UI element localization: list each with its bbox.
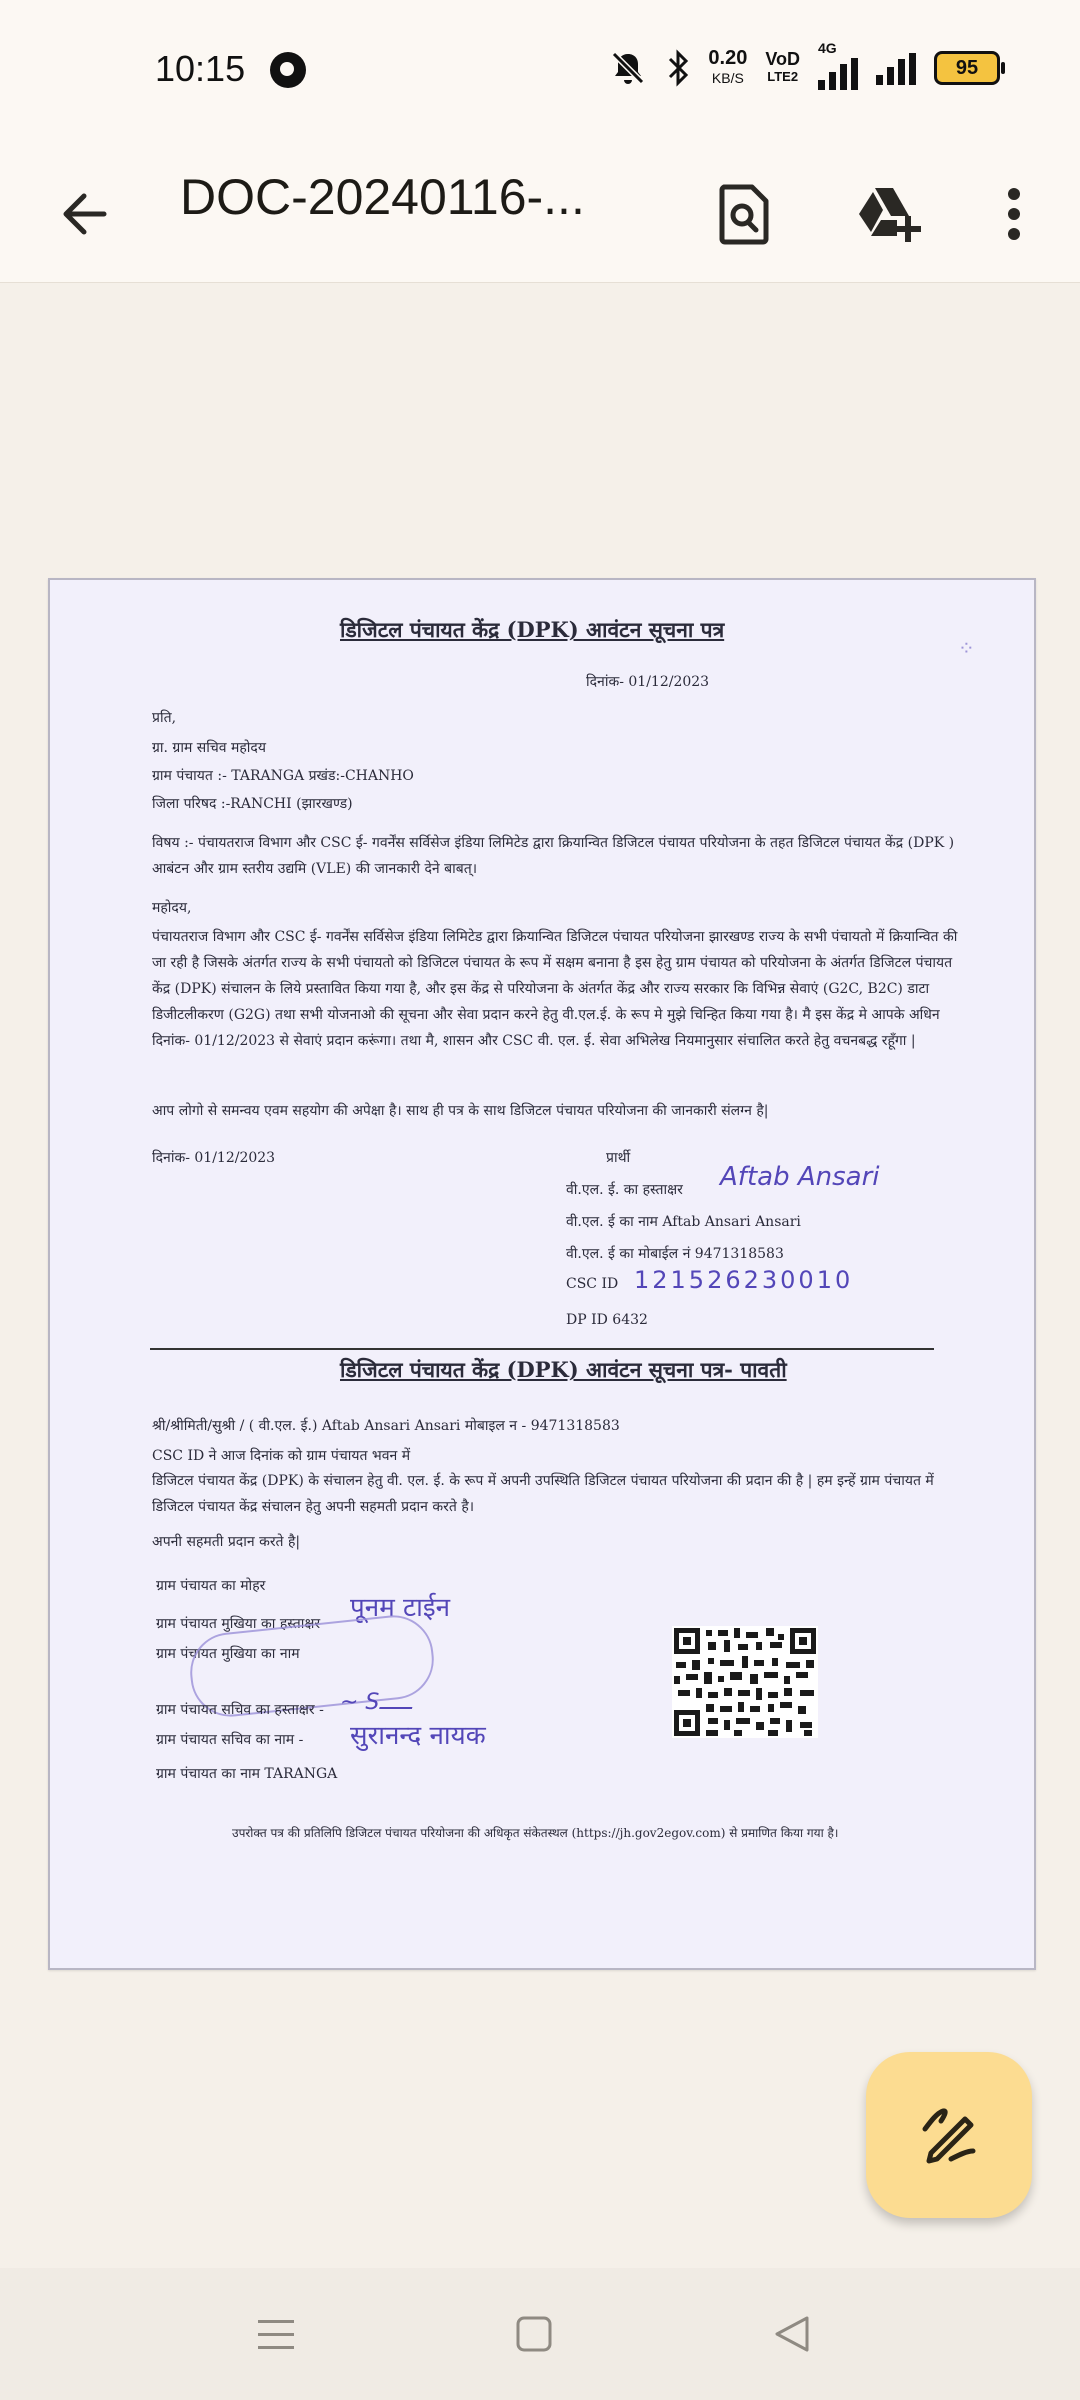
clock: 10:15: [155, 48, 246, 89]
secretary-sign-label: ग्राम पंचायत सचिव का हस्ताक्षर -: [156, 1702, 324, 1718]
qr-code: [672, 1626, 818, 1738]
vle-name: वी.एल. ई का नाम Aftab Ansari Ansari: [566, 1214, 801, 1230]
recents-button[interactable]: [236, 2294, 316, 2374]
document-content: [50, 580, 1034, 1968]
doc-request: आप लोगो से समन्वय एवम सहयोग की अपेक्षा है। साथ ही पत्र के साथ डिजिटल पंचायत परियोजना की जानकारी संलग्न है|: [152, 1103, 769, 1119]
back-icon: [773, 2314, 811, 2354]
more-vert-icon: [1004, 186, 1024, 242]
volte-indicator: [765, 50, 800, 86]
doc-body: पंचायतराज विभाग और CSC ई- गवर्नेंस सर्विसेज इंडिया लिमिटेड द्वारा क्रियान्वित डिजिटल पंचायत परियोजना झारखण्ड राज्य के सभी पंचायतो में क्रियान्वित की जा रही है जिसके अंतर्गत राज्य के सभी पंचायतो को डिजिटल पंचायत के रूप में सक्षम बनाना है इस हेतु ग्राम पंचायत को परियोजना के अंतर्गत डिजिटल पंचायत केंद्र (DPK) संचालन के लिये प्रस्तावित किया गया है, और इस केंद्र से परियोजना के अंतर्गत केंद्र और राज्य सरकार कि विभिन्न सेवाएं (G2C, B2C) डाटा डिजीटलीकरण (G2G) तथा सभी योजनाओ की सूचना और सेवा प्रदान करने हेतु वी.एल.ई. के रूप मे मुझे चिन्हित किया गया है। मै इस केंद्र मे आपके अधिन दिनांक- 01/12/2023 से सेवाएं प्रदान करूंगा। तथा मै, शासन और CSC वी. एल. ई. सेवा अभिलेख नियमानुसार संचालित करते हेतु वचनबद्ध रहूँगा |: [152, 929, 958, 1049]
menu-icon: [256, 2316, 296, 2352]
volte-bottom: LTE2: [767, 69, 799, 84]
speed-value: 0.20: [708, 47, 748, 69]
doc-heading-2: डिजिटल पंचायत केंद्र (DPK) आवंटन सूचना पत्र- पावती: [340, 1357, 787, 1382]
ack-line2: CSC ID ने आज दिनांक को ग्राम पंचायत भवन में: [152, 1448, 411, 1464]
ack-line1: श्री/श्रीमिती/सुश्री / ( वी.एल. ई.) Aftab Ansari Ansari मोबाइल न - 9471318583: [152, 1418, 620, 1434]
doc-to: प्रति,: [152, 710, 177, 726]
ack-line4: अपनी सहमती प्रदान करते है|: [152, 1534, 301, 1550]
secretary-signature: सुरानन्द नायक: [350, 1721, 486, 1751]
bluetooth-icon: [666, 49, 690, 87]
panchayat-seal-label: ग्राम पंचायत का मोहर: [156, 1578, 266, 1594]
system-nav-bar: [0, 2268, 1080, 2400]
doc-heading: डिजिटल पंचायत केंद्र (DPK) आवंटन सूचना पत्र: [340, 617, 725, 642]
mukhiya-name-label: ग्राम पंचायत मुखिया का नाम: [156, 1646, 300, 1662]
arrow-back-icon: [58, 188, 110, 240]
home-button[interactable]: [494, 2294, 574, 2374]
doc-footer: उपरोक्त पत्र की प्रतिलिपि डिजिटल पंचायत परियोजना की अधिकृत संकेतस्थल (https://jh.gov2egov.com) से प्रमाणित किया गया है।: [232, 1826, 839, 1840]
csc-id-label: CSC ID: [566, 1276, 619, 1292]
doc-applicant: प्रार्थी: [606, 1150, 631, 1166]
drive-add-icon: [853, 184, 923, 244]
status-bar: [0, 0, 1080, 140]
search-document-icon: [716, 183, 772, 245]
battery-indicator: [934, 51, 1000, 85]
vle-mobile: वी.एल. ई का मोबाईल नं 9471318583: [566, 1246, 784, 1262]
ack-line3: डिजिटल पंचायत केंद्र (DPK) के संचालन हेतु वी. एल. ई. के रूप में अपनी उपस्थिति डिजिटल पंचायत परियोजना की प्रदान की है | हम इन्हें ग्राम पंचायत में डिजिटल पंचायत केंद्र संचालन हेतु अपनी सहमती प्रदान करते है।: [152, 1473, 934, 1515]
network-speed: [708, 48, 747, 88]
vle-signature: Aftab Ansari: [720, 1162, 880, 1192]
doc-subject: विषय :- पंचायतराज विभाग और CSC ई- गवर्नेंस सर्विसेज इंडिया लिमिटेड द्वारा क्रियान्वित डिजिटल पंचायत परियोजना के तहत डिजिटल पंचायत केंद्र (DPK ) आबंटन और ग्राम स्तरीय उद्यमि (VLE) की जानकारी देने बाबत्।: [152, 835, 955, 877]
mute-icon: [608, 48, 648, 88]
doc-to-line3: जिला परिषद :-RANCHI (झारखण्ड): [152, 796, 353, 812]
document-title: DOC-20240116-...: [180, 169, 585, 225]
signal-4g: [818, 40, 858, 90]
doc-to-line2: ग्राम पंचायत :- TARANGA प्रखंड:-CHANHO: [152, 768, 414, 784]
panchayat-name: ग्राम पंचायत का नाम TARANGA: [156, 1766, 338, 1782]
dp-id: DP ID 6432: [566, 1312, 648, 1328]
nav-back-button[interactable]: [752, 2294, 832, 2374]
doc-date-top: दिनांक- 01/12/2023: [586, 674, 710, 690]
edit-pen-icon: [917, 2103, 981, 2167]
home-icon: [515, 2315, 553, 2353]
secretary-signature-mark: ~ Sـــــ: [340, 1690, 412, 1715]
edit-fab-button[interactable]: [866, 2052, 1032, 2218]
mukhiya-signature: पूनम टाईन: [350, 1593, 451, 1623]
battery-level: 95: [955, 56, 979, 79]
network-type: 4G: [818, 40, 837, 56]
csc-id-value: 121526230010: [634, 1266, 854, 1294]
vle-sign-label: वी.एल. ई. का हस्ताक्षर: [566, 1182, 683, 1198]
add-to-drive-button[interactable]: [846, 172, 930, 256]
whatsapp-icon: [270, 52, 306, 88]
secretary-name-label: ग्राम पंचायत सचिव का नाम -: [156, 1732, 304, 1748]
doc-to-line1: ग्रा. ग्राम सचिव महोदय: [152, 740, 266, 756]
corner-mark: ⁘: [958, 636, 975, 660]
mukhiya-sign-label: ग्राम पंचायत मुखिया का हस्ताक्षर: [156, 1616, 321, 1632]
speed-unit: KB/S: [711, 70, 744, 86]
status-icons: [608, 40, 1000, 90]
doc-date-bottom: दिनांक- 01/12/2023: [152, 1150, 276, 1166]
app-bar: [0, 140, 1080, 283]
search-in-document-button[interactable]: [702, 172, 786, 256]
section-divider: [150, 1348, 934, 1350]
doc-salutation: महोदय,: [152, 900, 192, 916]
document-page[interactable]: [48, 578, 1036, 1970]
back-button[interactable]: [44, 174, 124, 254]
signal-bars-2-icon: [876, 51, 916, 85]
volte-top: VoD: [765, 49, 800, 69]
more-options-button[interactable]: [982, 172, 1046, 256]
signal-bars-1-icon: [818, 56, 858, 90]
